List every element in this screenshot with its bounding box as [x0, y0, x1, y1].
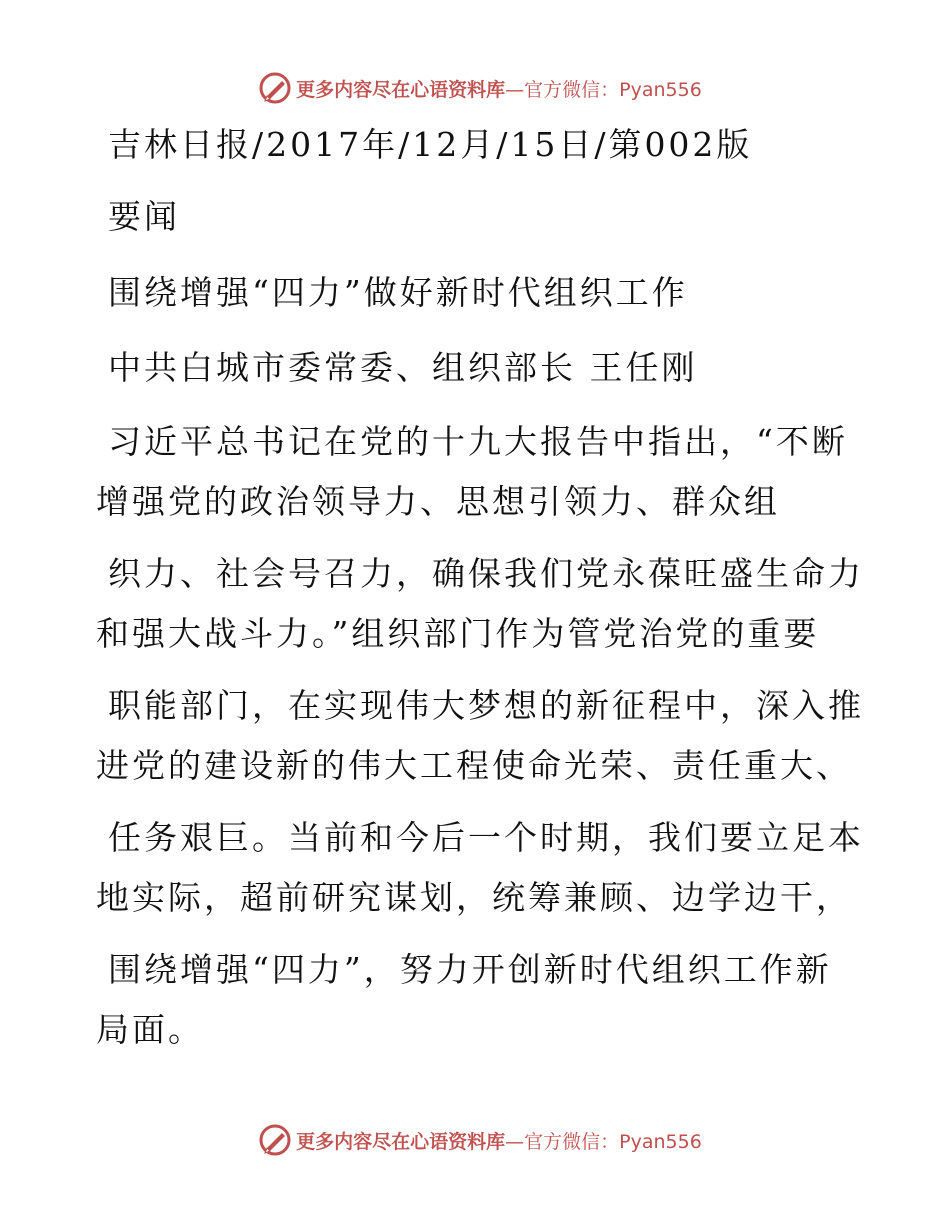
watermark-text: 更多内容尽在心语资料库—官方微信：Pyan556 [296, 78, 702, 101]
article-title: 围绕增强“四力”做好新时代组织工作 [108, 273, 688, 312]
watermark-text: 更多内容尽在心语资料库—官方微信：Pyan556 [296, 1130, 702, 1153]
body-line: 任务艰巨。当前和今后一个时期，我们要立足本 [108, 818, 864, 857]
body-line: 局面。 [96, 1010, 204, 1049]
body-line: 围绕增强“四力”，努力开创新时代组织工作新 [108, 950, 832, 989]
body-line: 职能部门，在实现伟大梦想的新征程中，深入推 [108, 686, 864, 725]
body-line: 习近平总书记在党的十九大报告中指出，“不断 [108, 422, 848, 461]
pen-logo-icon [258, 1123, 292, 1157]
body-line: 增强党的政治领导力、思想引领力、群众组 [96, 482, 780, 521]
article-source: 吉林日报/2017年/12月/15日/第002版 [108, 125, 753, 164]
pen-logo-icon [258, 71, 292, 105]
body-line: 和强大战斗力。”组织部门作为管党治党的重要 [96, 614, 820, 653]
body-line: 织力、社会号召力，确保我们党永葆旺盛生命力 [108, 554, 864, 593]
footer-watermark [0, 1120, 950, 1160]
body-line: 进党的建设新的伟大工程使命光荣、责任重大、 [96, 746, 852, 785]
article-author: 中共白城市委常委、组织部长 王任刚 [108, 348, 698, 387]
header-watermark [0, 68, 950, 108]
article-section: 要闻 [108, 197, 180, 236]
body-line: 地实际，超前研究谋划，统筹兼顾、边学边干， [96, 878, 852, 917]
